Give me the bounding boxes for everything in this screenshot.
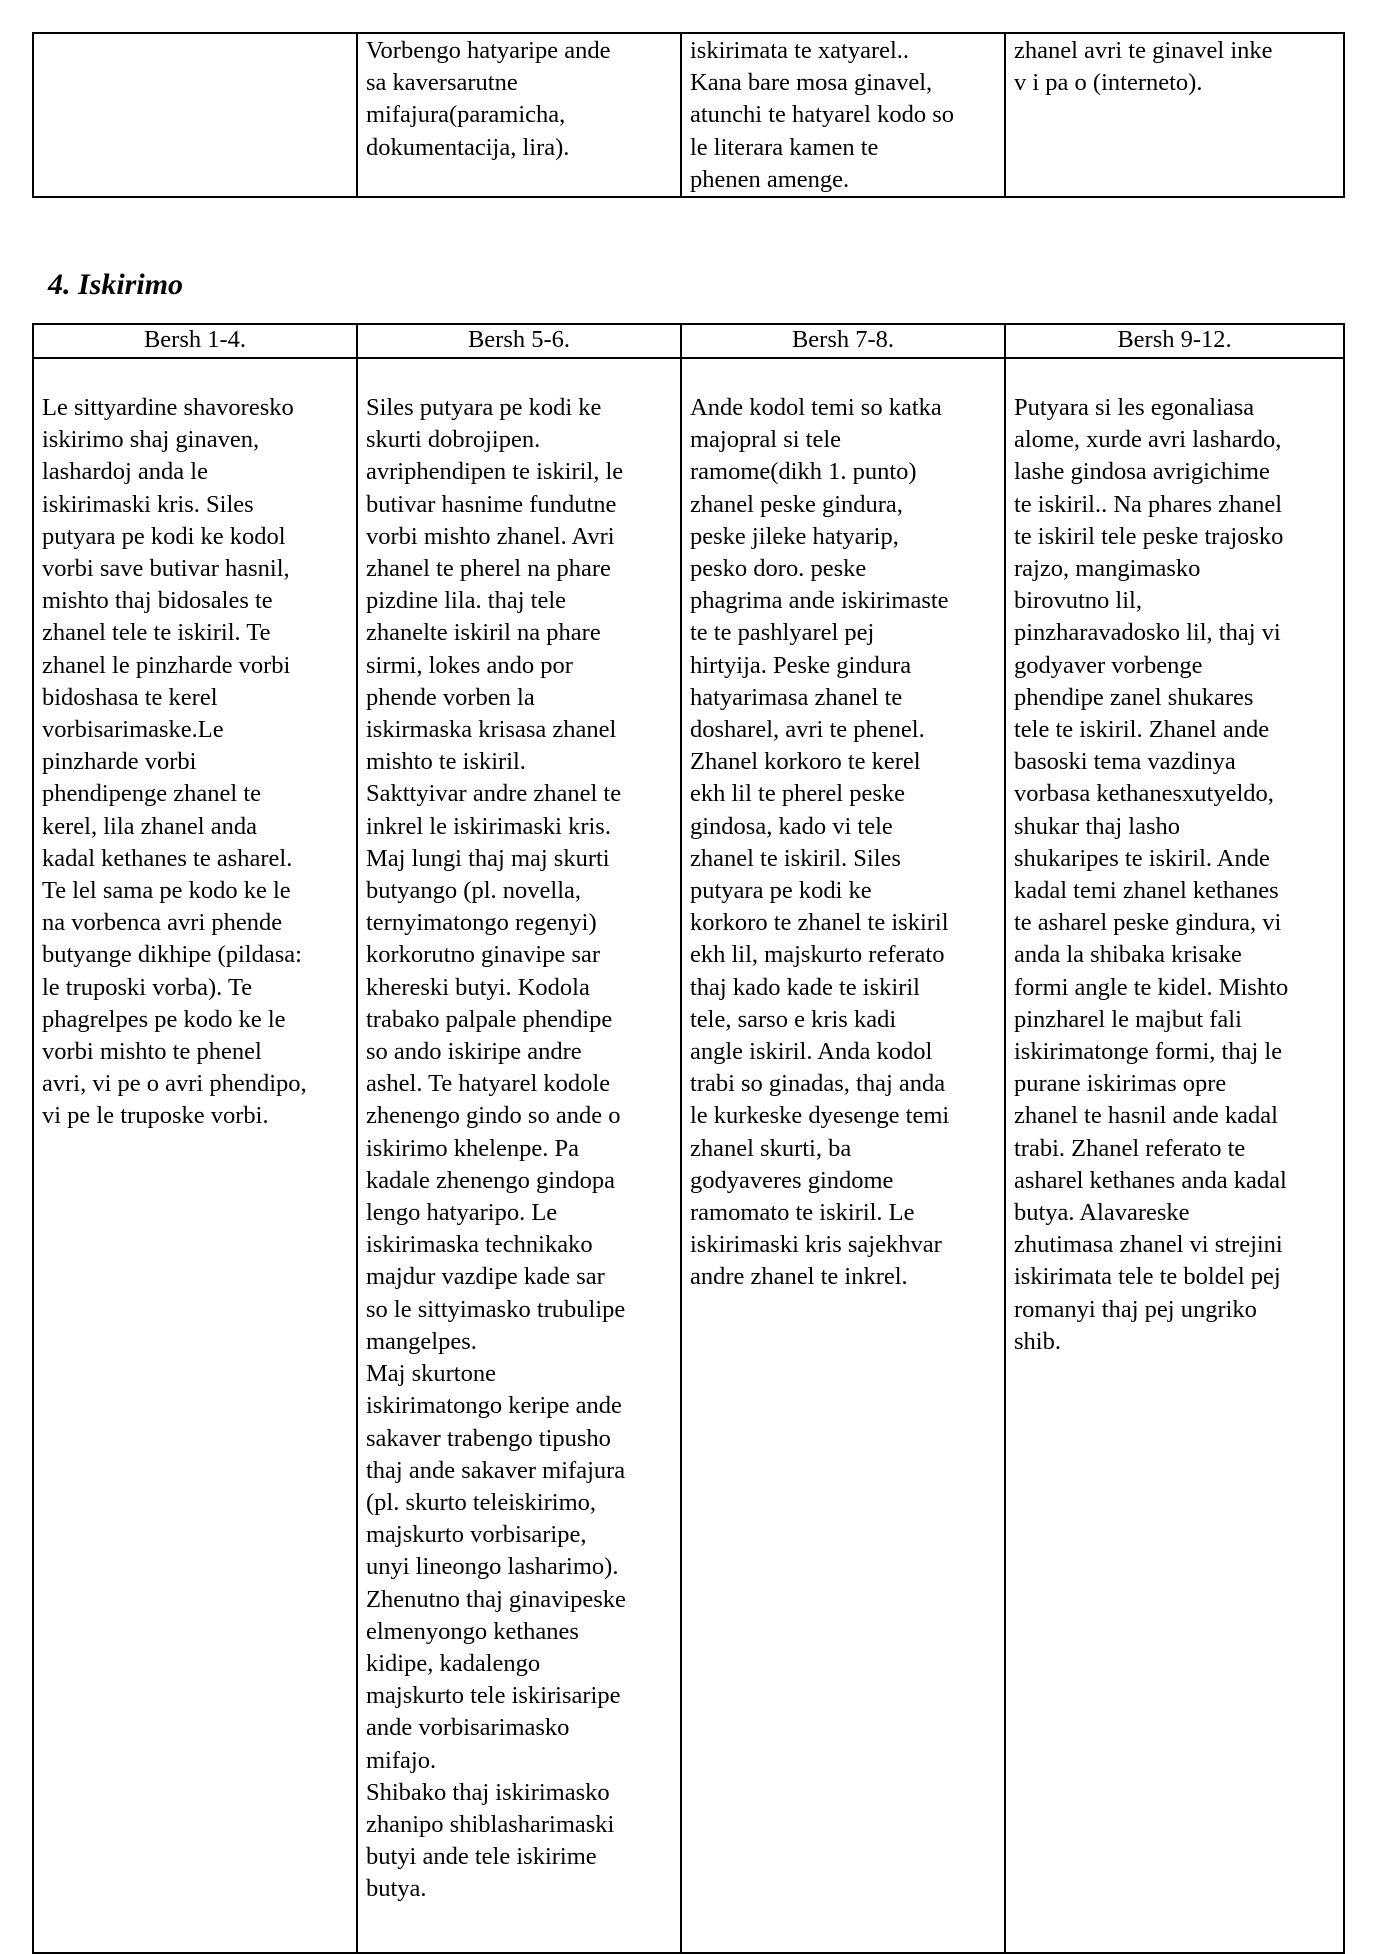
writing-curriculum-table: [32, 323, 1345, 1954]
table-cell-grade-5-6: Siles putyara pe kodi ke skurti dobrojipen. avriphendipen te iskiril, le butivar hasnime fundutne vorbi mishto zhanel. Avri zhanel te pherel na phare pizdine lila. thaj tele zhanelte iskiril na phare sirmi, lokes ando por phende vorben la iskirmaska krisasa zhanel mishto te iskiril. Sakttyivar andre zhanel te inkrel le iskirimaski kris. Maj lungi thaj maj skurti butyango (pl. novella, ternyimatongo regenyi) korkorutno ginavipe sar khereski butyi. Kodola trabako palpale phendipe so ando iskiripe andre ashel. Te hatyarel kodole zhenengo gindo so ande o iskirimo khelenpe. Pa kadale zhenengo gindopa lengo hatyaripo. Le iskirimaska technikako majdur vazdipe kade sar so le sittyimasko trubulipe mangelpes. Maj skurtone iskirimatongo keripe ande sakaver trabengo tipusho thaj ande sakaver mifajura (pl. skurto teleiskirimo, majskurto vorbisaripe, unyi lineongo lasharimo). Zhenutno thaj ginavipeske elmenyongo kethanes kidipe, kadalengo majskurto tele iskirisaripe ande vorbisarimasko mifajo. Shibako thaj iskirimasko zhanipo shiblasharimaski butyi ande tele iskirime butya.: [357, 358, 681, 1953]
column-header-grade-9-12: Bersh 9-12.: [1005, 324, 1344, 358]
section-heading: 4. Iskirimo: [48, 268, 184, 301]
table-cell-grade-7-8: Ande kodol temi so katka majopral si tele ramome(dikh 1. punto) zhanel peske gindura, peske jileke hatyarip, pesko doro. peske phagrima ande iskirimaste te te pashlyarel pej hirtyija. Peske gindura hatyarimasa zhanel te dosharel, avri te phenel. Zhanel korkoro te kerel ekh lil te pherel peske gindosa, kado vi tele zhanel te iskiril. Siles putyara pe kodi ke korkoro te zhanel te iskiril ekh lil, majskurto referato thaj kado kade te iskiril tele, sarso e kris kadi angle iskiril. Anda kodol trabi so ginadas, thaj anda le kurkeske dyesenge temi zhanel skurti, ba godyaveres gindome ramomato te iskiril. Le iskirimaski kris sajekhvar andre zhanel te inkrel.: [681, 358, 1005, 1953]
column-header-grade-1-4: Bersh 1-4.: [33, 324, 357, 358]
table-cell-grade-9-12: Putyara si les egonaliasa alome, xurde avri lashardo, lashe gindosa avrigichime te iskiril.. Na phares zhanel te iskiril tele peske trajosko rajzo, mangimasko birovutno lil, pinzharavadosko lil, thaj vi godyaver vorbenge phendipe zanel shukares tele te iskiril. Zhanel ande basoski tema vazdinya vorbasa kethanesxutyeldo, shukar thaj lasho shukaripes te iskiril. Ande kadal temi zhanel kethanes te asharel peske gindura, vi anda la shibaka krisake formi angle te kidel. Mishto pinzharel le majbut fali iskirimatonge formi, thaj le purane iskirimas opre zhanel te hasnil ande kadal trabi. Zhanel referato te asharel kethanes anda kadal butya. Alavareske zhutimasa zhanel vi strejini iskirimata tele te boldel pej romanyi thaj pej ungriko shib.: [1005, 358, 1344, 1953]
table-header-row: [33, 324, 1344, 358]
table-cell-grade-1-4: Le sittyardine shavoresko iskirimo shaj ginaven, lashardoj anda le iskirimaski kris. Siles putyara pe kodi ke kodol vorbi save butivar hasnil, mishto thaj bidosales te zhanel tele te iskiril. Te zhanel le pinzharde vorbi bidoshasa te kerel vorbisarimaske.Le pinzharde vorbi phendipenge zhanel te kerel, lila zhanel anda kadal kethanes te asharel. Te lel sama pe kodo ke le na vorbenca avri phende butyange dikhipe (pildasa: le truposki vorba). Te phagrelpes pe kodo ke le vorbi mishto te phenel avri, vi pe o avri phendipo, vi pe le truposke vorbi.: [33, 358, 357, 1953]
table-cell: Vorbengo hatyaripe ande sa kaversarutne mifajura(paramicha, dokumentacija, lira).: [357, 33, 681, 197]
column-header-grade-5-6: Bersh 5-6.: [357, 324, 681, 358]
continuation-table: [32, 32, 1345, 198]
table-row: [33, 33, 1344, 197]
table-cell-empty: [33, 33, 357, 197]
column-header-grade-7-8: Bersh 7-8.: [681, 324, 1005, 358]
table-cell: iskirimata te xatyarel.. Kana bare mosa ginavel, atunchi te hatyarel kodo so le literara kamen te phenen amenge.: [681, 33, 1005, 197]
table-row: [33, 358, 1344, 1953]
table-cell: zhanel avri te ginavel inke v i pa o (interneto).: [1005, 33, 1344, 197]
